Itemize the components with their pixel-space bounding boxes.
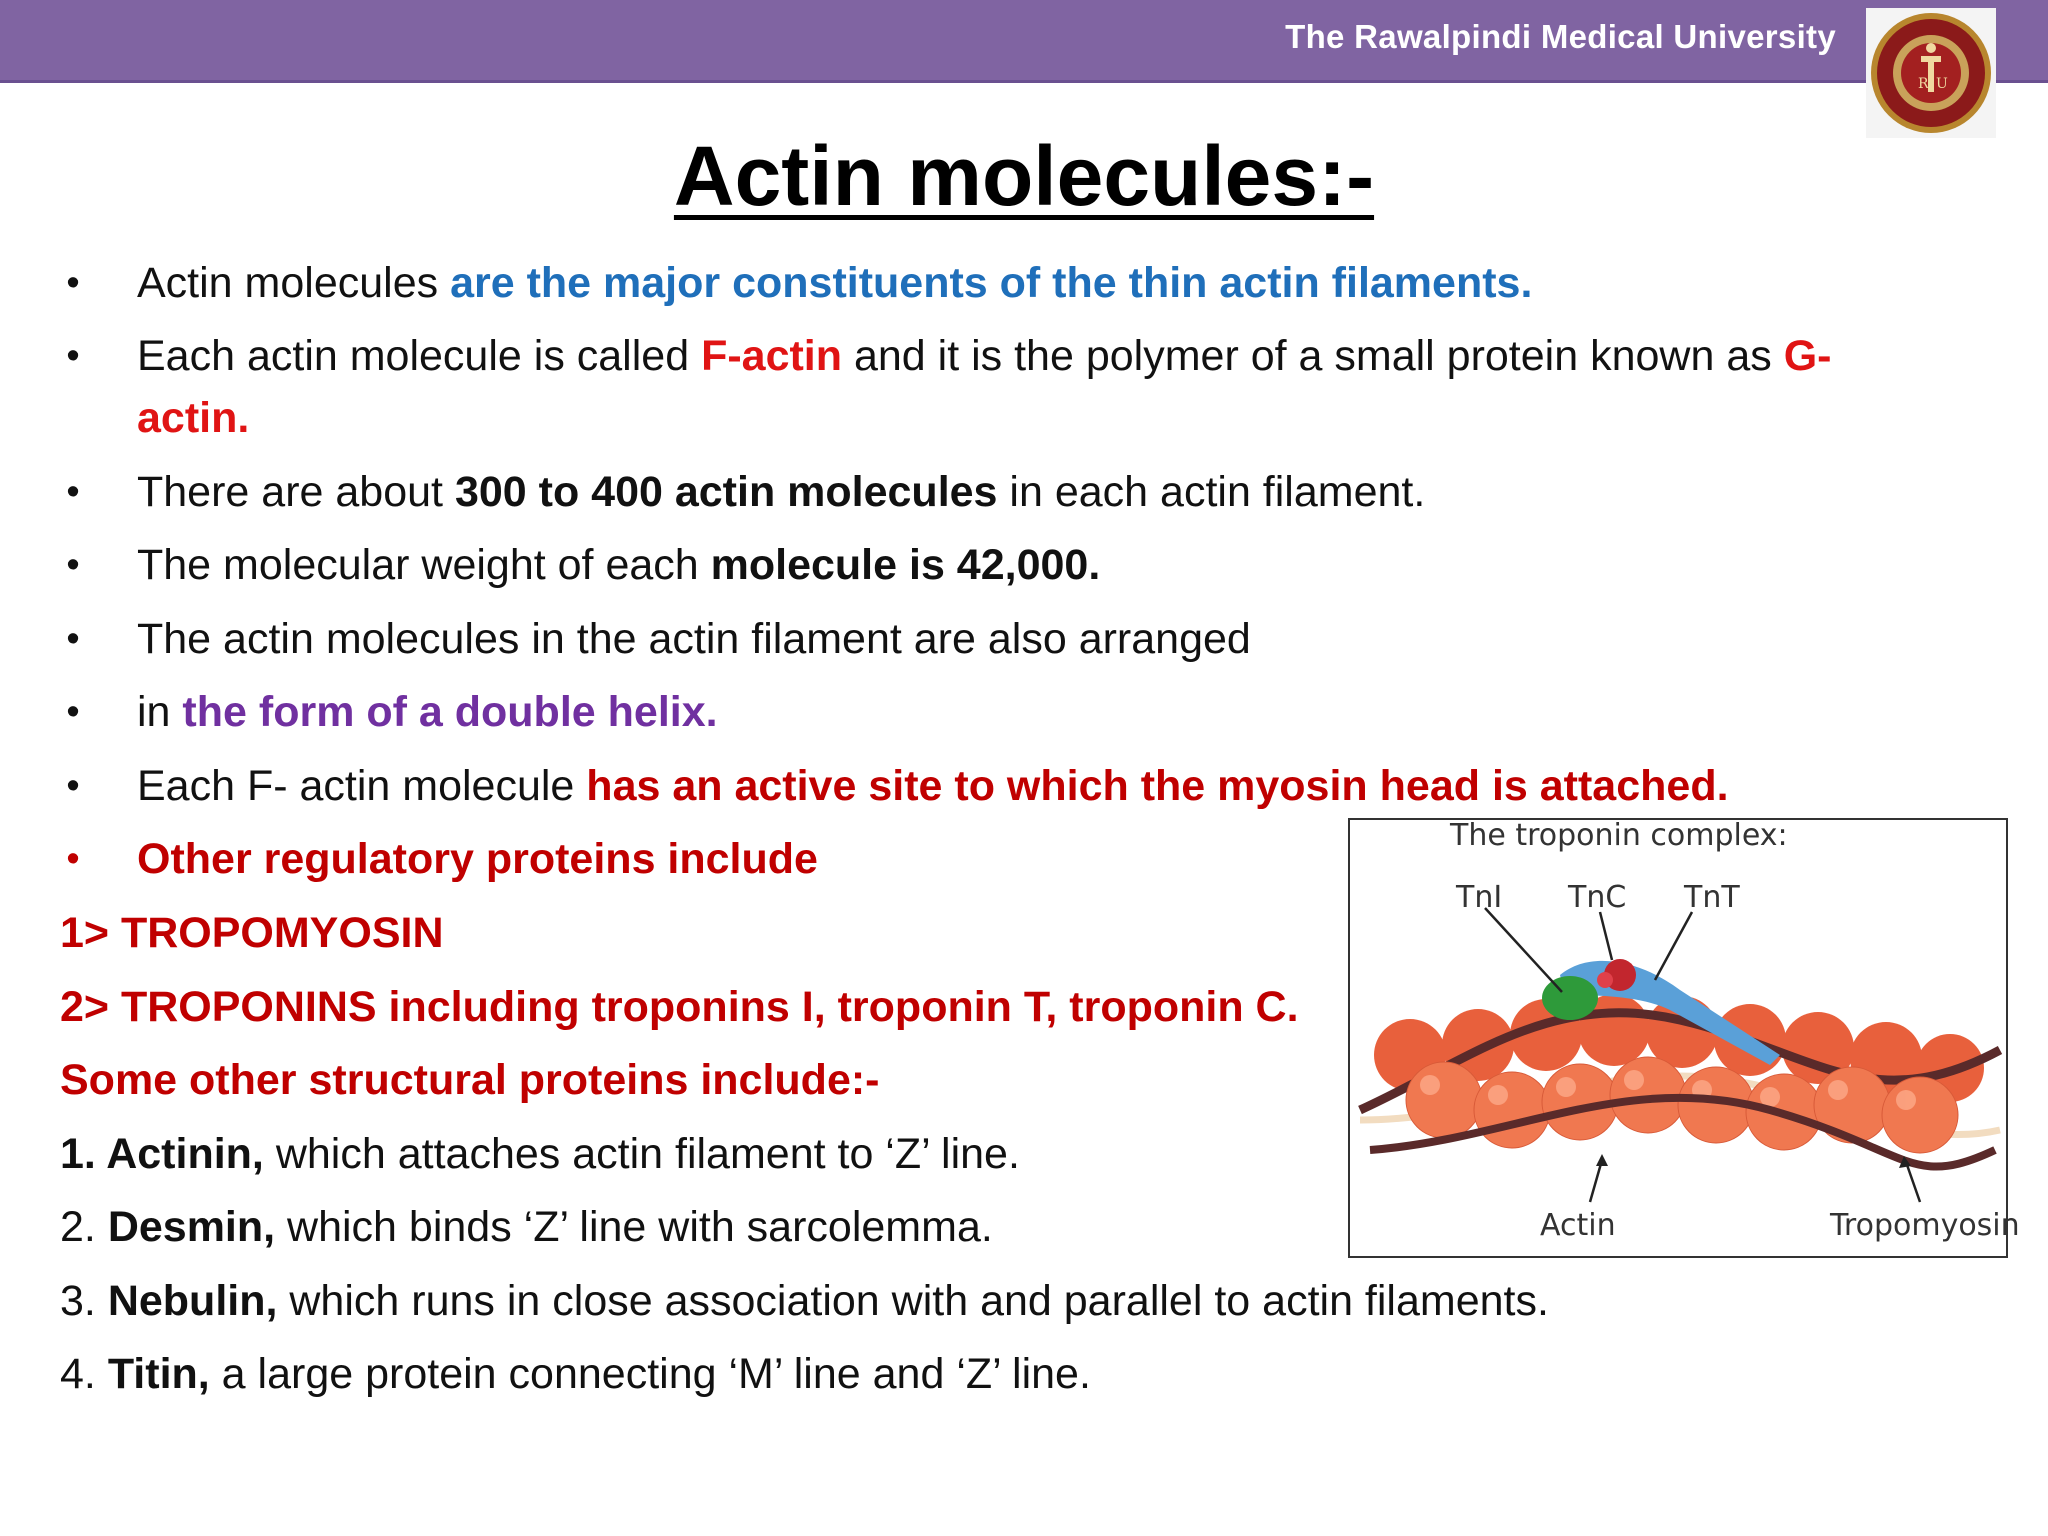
bullet-dot: •: [66, 765, 80, 807]
text-run: Each actin molecule is called: [137, 332, 702, 380]
bullet-dot: •: [66, 618, 80, 660]
protein-description: which binds ‘Z’ line with sarcolemma.: [275, 1203, 993, 1251]
regulatory-item: 2> TROPONINS including troponins I, troponin T, troponin C.: [60, 983, 1299, 1031]
item-number: 3.: [60, 1277, 108, 1325]
text-run-highlight: F-actin: [701, 332, 843, 380]
structural-item: [60, 1271, 1549, 1331]
protein-name: Nebulin,: [107, 1277, 278, 1325]
svg-text:R: R: [1918, 76, 1929, 92]
bullet-dot: •: [66, 262, 80, 304]
text-run: and it is the polymer of a small protein known as: [842, 332, 1784, 380]
bullet-text: [137, 253, 1532, 313]
text-run-bold: molecule is 42,000.: [710, 541, 1101, 589]
bullet-dot: •: [66, 544, 80, 586]
bullet-dot: •: [66, 691, 80, 733]
bullet-text: The actin molecules in the actin filament are also arranged: [137, 615, 1251, 663]
label-tnt: TnT: [1684, 880, 1740, 915]
university-logo: [1866, 8, 1996, 138]
label-tni: TnI: [1456, 880, 1503, 915]
structural-heading: Some other structural proteins include:-: [60, 1056, 880, 1104]
text-run-bold: 300 to 400 actin molecules: [454, 468, 998, 516]
header-bar: [0, 0, 2048, 83]
regulatory-item: 1> TROPOMYOSIN: [60, 909, 444, 957]
text-run: in each actin filament.: [997, 468, 1426, 516]
page-title: Actin molecules:-: [673, 129, 1375, 223]
bullet-text: [137, 535, 1100, 595]
svg-text:U: U: [1936, 76, 1948, 92]
troponin-illustration: [1350, 820, 2006, 1256]
text-run-highlight: the form of a double helix.: [182, 688, 718, 736]
troponin-complex-figure: [1348, 818, 2020, 1258]
text-run: Each F- actin molecule: [137, 762, 587, 810]
structural-item: [60, 1344, 1091, 1404]
protein-name: Desmin,: [107, 1203, 276, 1251]
bullet-text: [137, 682, 718, 742]
protein-description: a large protein connecting ‘M’ line and ‘Z’ line.: [209, 1350, 1091, 1398]
label-actin: Actin: [1540, 1208, 1616, 1243]
protein-name: Actinin,: [106, 1130, 264, 1178]
bullet-text: [137, 462, 1425, 522]
label-tropomyosin: Tropomyosin: [1830, 1208, 2020, 1243]
bullet-dot: •: [66, 335, 80, 377]
bullet-dot: •: [66, 838, 80, 880]
text-run: The molecular weight of each: [137, 541, 711, 589]
text-run: There are about: [137, 468, 455, 516]
text-run: Actin molecules: [137, 259, 451, 307]
text-run-highlight: G-: [1783, 332, 1832, 380]
figure-caption: The troponin complex:: [1450, 818, 1788, 853]
text-run-highlight: has an active site to which the myosin head is attached.: [586, 762, 1729, 810]
item-number: 1.: [60, 1130, 107, 1178]
bullet-text: [137, 326, 1831, 386]
protein-description: which runs in close association with and parallel to actin filaments.: [277, 1277, 1549, 1325]
university-name: The Rawalpindi Medical University: [1285, 18, 1836, 55]
protein-name: Titin,: [107, 1350, 210, 1398]
text-run-highlight: are the major constituents of the thin actin filaments.: [450, 259, 1533, 307]
structural-item: [60, 1197, 993, 1257]
bullet-text: [137, 756, 1729, 816]
text-run: in: [137, 688, 183, 736]
protein-description: which attaches actin filament to ‘Z’ line.: [263, 1130, 1020, 1178]
bullet-dot: •: [66, 471, 80, 513]
item-number: 4.: [60, 1350, 108, 1398]
structural-item: [60, 1124, 1020, 1184]
item-number: 2.: [60, 1203, 108, 1251]
label-tnc: TnC: [1568, 880, 1627, 915]
text-run-highlight: actin.: [137, 394, 250, 442]
bullet-text: Other regulatory proteins include: [137, 835, 818, 883]
